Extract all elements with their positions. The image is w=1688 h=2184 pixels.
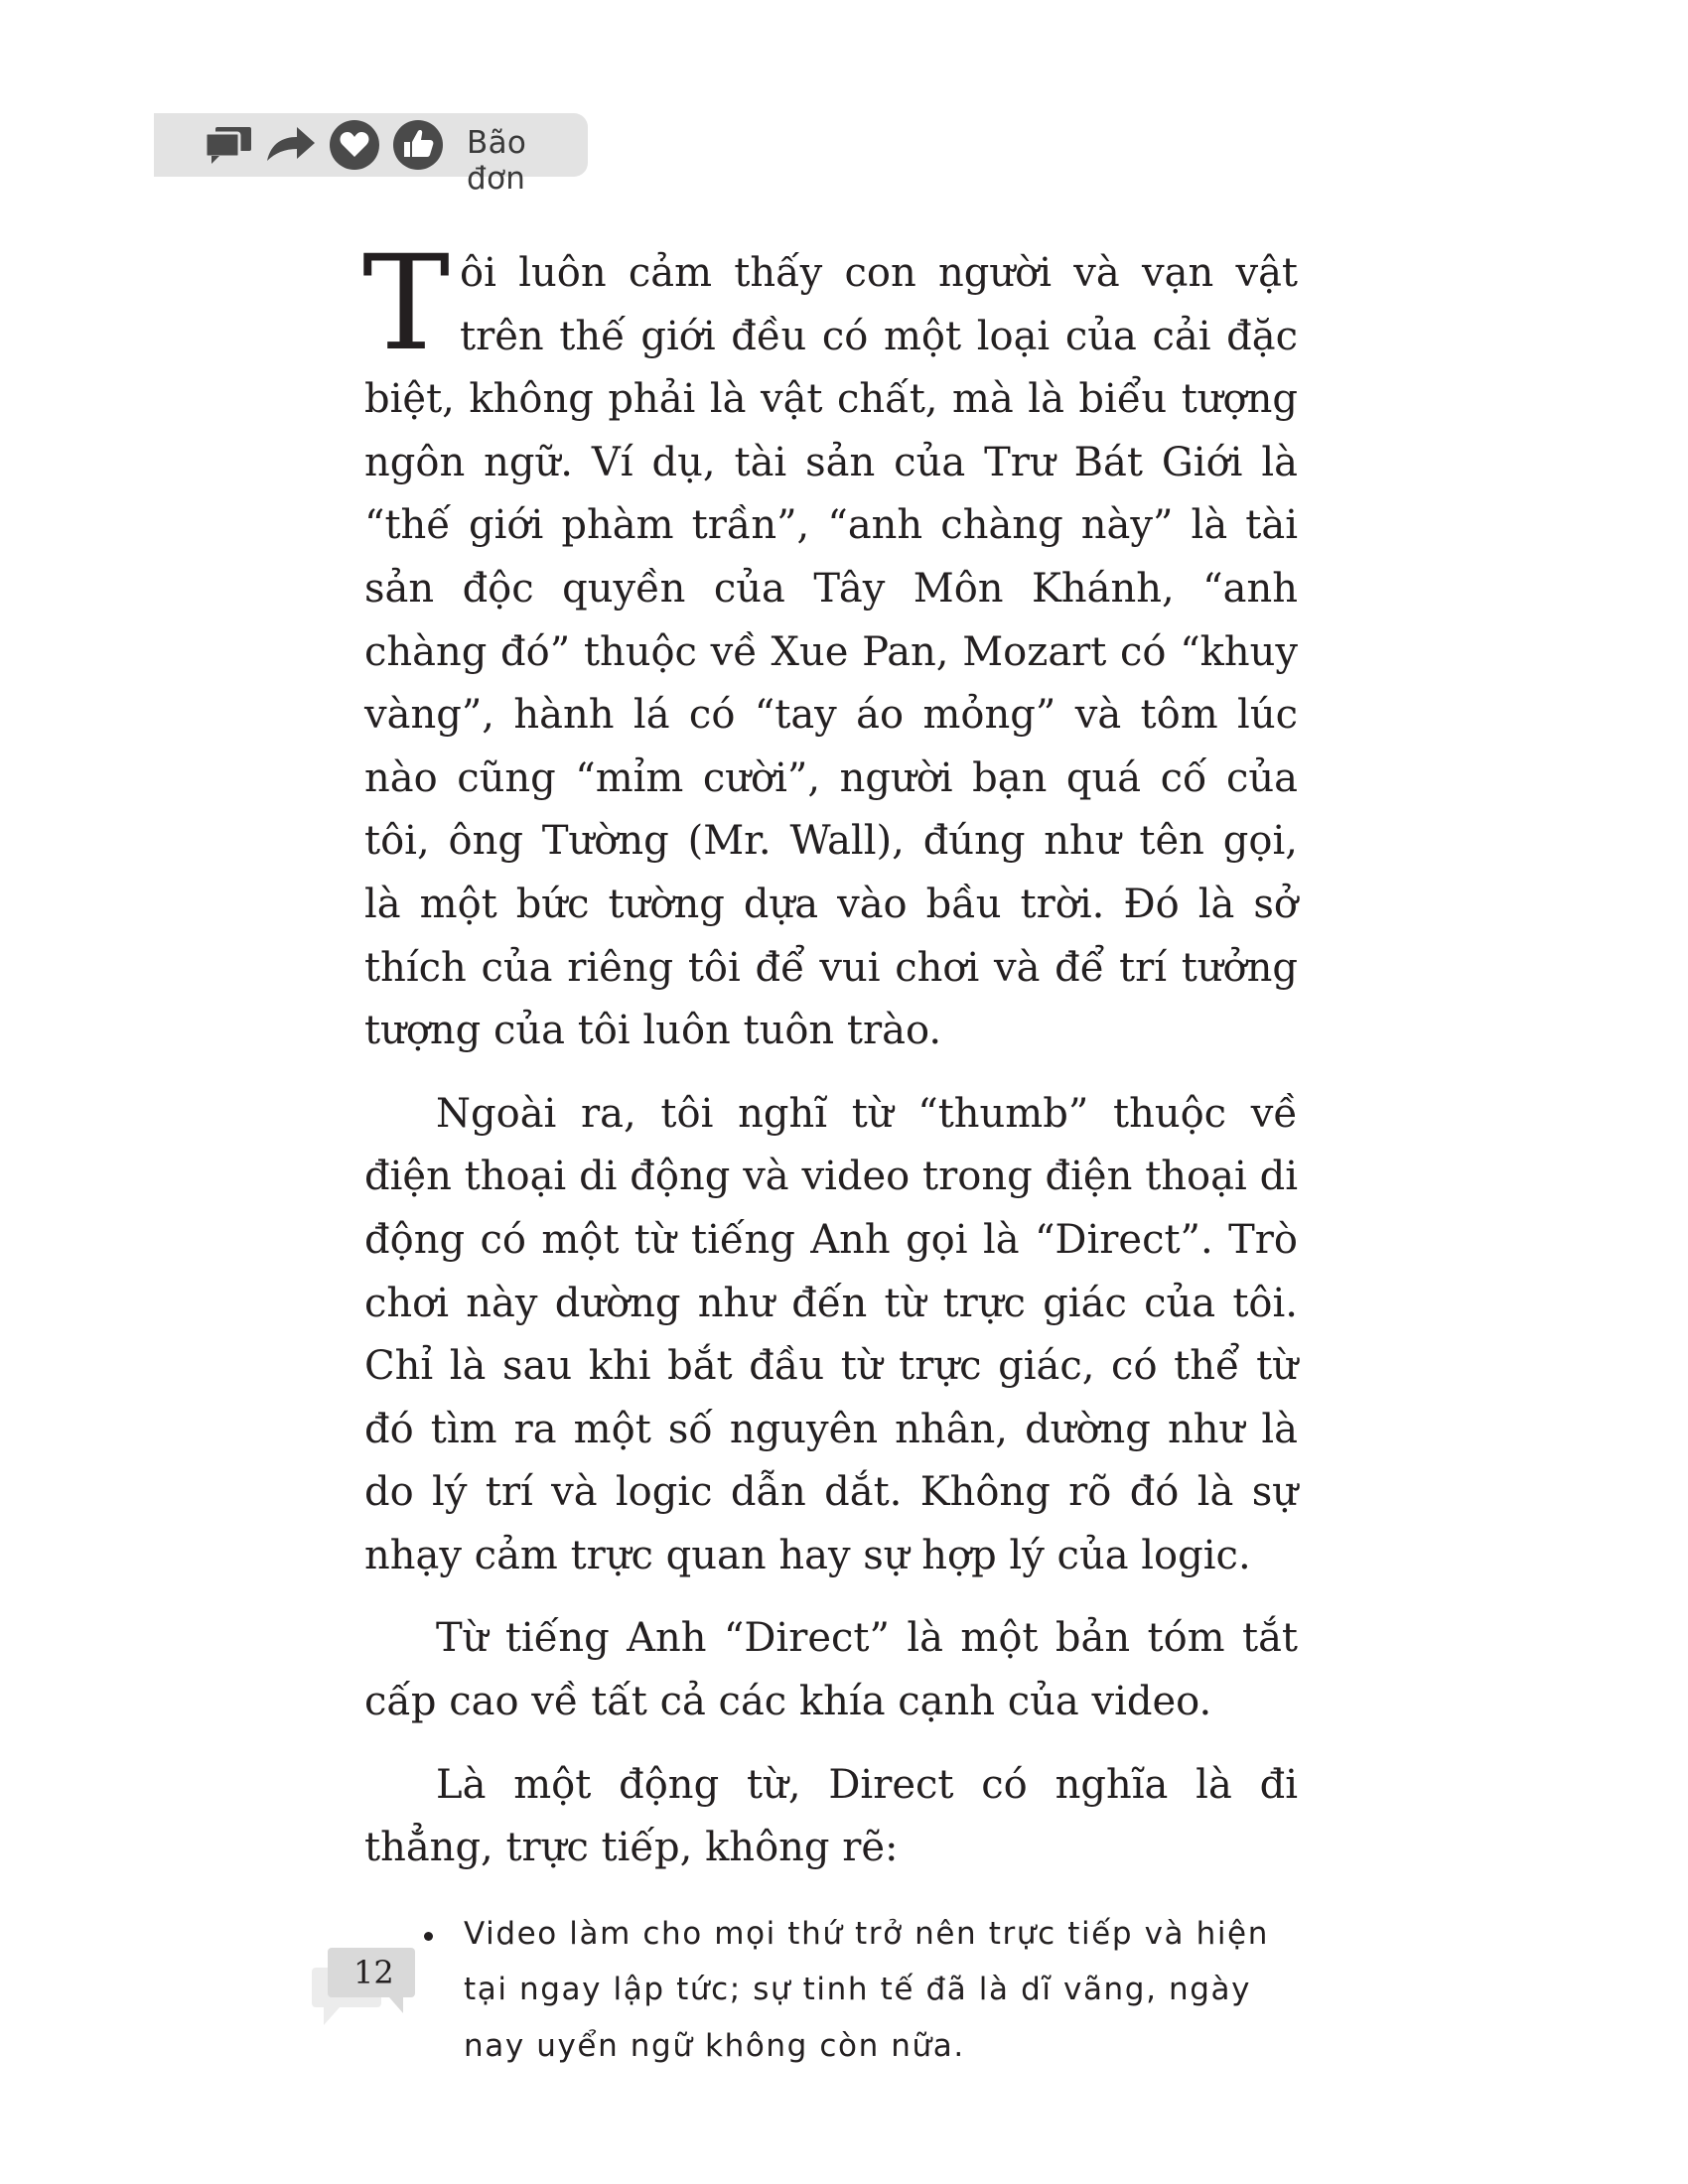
bullet-list — [424, 1906, 1318, 2075]
bullet-dot — [424, 1932, 433, 1941]
header-title: Bão đơn — [467, 125, 527, 197]
page-number: 12 — [353, 1954, 394, 1991]
paragraph-3: Từ tiếng Anh “Direct” là một bản tóm tắt cấp cao về tất cả các khía cạnh của video. — [364, 1615, 1298, 1725]
drop-cap: T — [362, 227, 451, 380]
list-item — [424, 1906, 1318, 2075]
header-bar — [154, 113, 588, 197]
page-content — [362, 227, 1298, 2074]
paragraph-4: Là một động từ, Direct có nghĩa là đi thẳng, trực tiếp, không rẽ: — [364, 1761, 1298, 1871]
list-item-text: Video làm cho mọi thứ trở nên trực tiếp và hiện tại ngay lập tức; sự tinh tế đã là dĩ vãng, ngày nay uyển ngữ không còn nữa. — [464, 1915, 1269, 2064]
paragraph-2: Ngoài ra, tôi nghĩ từ “thumb” thuộc về điện thoại di động và video trong điện thoại di động có một từ tiếng Anh gọi là “Direct”. Trò chơi này dường như đến từ trực giác của tôi. Chỉ là sau khi bắt đầu từ trực giác, có thể từ đó tìm ra một số nguyên nhân, dường như là do lý trí và logic dẫn dắt. Không rõ đó là sự nhạy cảm trực quan hay sự hợp lý của logic. — [364, 1090, 1298, 1578]
paragraph-1-text: ôi luôn cảm thấy con người và vạn vật trên thế giới đều có một loại của cải đặc biệt, không phải là vật chất, mà là biểu tượng ngôn ngữ. Ví dụ, tài sản của Trư Bát Giới là “thế giới phàm trần”, “anh chàng này” là tài sản độc quyền của Tây Môn Khánh, “anh chàng đó” thuộc về Xue Pan, Mozart có “khuy vàng”, hành lá có “tay áo mỏng” và tôm lúc nào cũng “mỉm cười”, người bạn quá cố của tôi, ông Tường (Mr. Wall), đúng như tên gọi, là một bức tường dựa vào bầu trời. Đó là sở thích của riêng tôi để vui chơi và để trí tưởng tượng của tôi luôn tuôn trào. — [364, 250, 1298, 1054]
thumbs-up-icon — [392, 113, 444, 177]
comment-icon — [204, 113, 253, 177]
heart-icon — [329, 113, 380, 177]
share-arrow-icon — [265, 113, 317, 177]
paragraph-1 — [362, 227, 1298, 1063]
